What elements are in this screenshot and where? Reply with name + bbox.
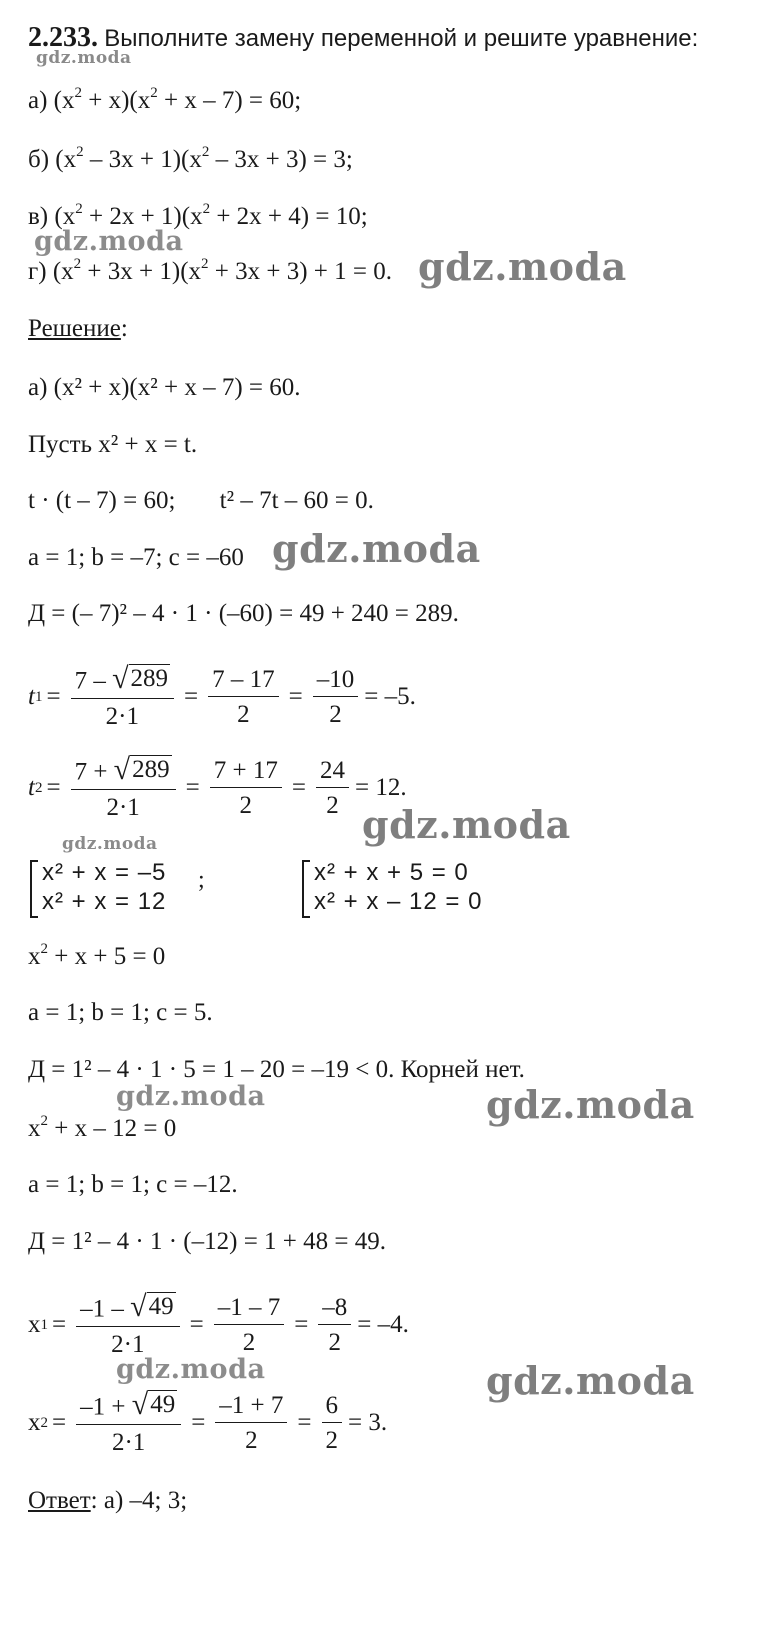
- watermark: gdz.moda: [486, 1358, 695, 1403]
- root-x1: x 1 = –1 – √ 49 2·1 = $\frac{-1 - 7}{2}$ = $\frac{-8}{2}$ = –4.: [28, 1290, 409, 1358]
- watermark: gdz.moda: [486, 1082, 695, 1127]
- watermark: gdz.moda: [36, 48, 132, 68]
- discriminant-2: Д = 1² – 4 · 1 · 5 = 1 – 20 = –19 < 0. Корней нет.: [28, 1056, 525, 1083]
- problem-c: в) $(x^2 + 2x + 1)(x^2 + 2x + 4) = 10$;: [28, 201, 368, 230]
- problem-number: 2.233.: [28, 22, 98, 53]
- watermark: gdz.moda: [34, 226, 184, 257]
- root-t2: t 2 = 7 + √ 289 2·1 = $\frac{7 + 17}{2}$ = $\frac{24}{2}$ = 12.: [28, 753, 407, 821]
- system-1: x² + x = –5 x² + x = 12: [30, 858, 154, 916]
- quadratic-equation: t · (t – 7) = 60; t² – 7t – 60 = 0.: [28, 487, 374, 514]
- system-2: x² + x + 5 = 0 x² + x – 12 = 0: [302, 858, 470, 916]
- discriminant-1: Д = (– 7)² – 4 · 1 · (–60) = 49 + 240 = 289.: [28, 600, 459, 627]
- solution-part-a: а) (x² + x)(x² + x – 7) = 60.: [28, 374, 301, 401]
- problem-b: б) $(x^2 - 3x + 1)(x^2 - 3x + 3) = 3$;: [28, 144, 353, 173]
- watermark: gdz.moda: [362, 802, 571, 847]
- watermark: gdz.moda: [418, 244, 627, 289]
- watermark: gdz.moda: [272, 526, 481, 571]
- coefficients-3: a = 1; b = 1; c = –12.: [28, 1171, 238, 1198]
- watermark: gdz.moda: [116, 1081, 266, 1112]
- equation-2: $x^2 + x - 12 = 0$: [28, 1113, 177, 1142]
- discriminant-3: Д = 1² – 4 · 1 · (–12) = 1 + 48 = 49.: [28, 1228, 386, 1255]
- coefficients-2: a = 1; b = 1; c = 5.: [28, 999, 213, 1026]
- problem-d: г) $(x^2 + 3x + 1)(x^2 + 3x + 3) + 1 = 0$.: [28, 256, 393, 285]
- problem-statement: Выполните замену переменной и решите уравнение:: [104, 25, 699, 52]
- solution-heading: Решение:: [28, 315, 128, 342]
- root-x2: x 2 = –1 + √ 49 2·1 = $\frac{-1 + 7}{2}$ = $\frac{6}{2}$ = 3.: [28, 1388, 388, 1456]
- watermark: gdz.moda: [116, 1354, 266, 1385]
- substitution: Пусть x² + x = t.: [28, 431, 198, 458]
- system-separator: ;: [198, 867, 205, 893]
- equation-1: $x^2 + x + 5 = 0$: [28, 941, 166, 970]
- root-t1: t 1 = 7 – √ 289 2·1 = $\frac{7 - 17}{2}$ = $\frac{-10}{2}$ = –5.: [28, 662, 416, 730]
- watermark: gdz.moda: [62, 834, 158, 854]
- coefficients-1: a = 1; b = –7; c = –60: [28, 544, 244, 571]
- answer: Ответ: а) –4; 3;: [28, 1487, 188, 1514]
- problem-a: а) $(x^2 + x)(x^2 + x - 7) = 60$;: [28, 85, 302, 114]
